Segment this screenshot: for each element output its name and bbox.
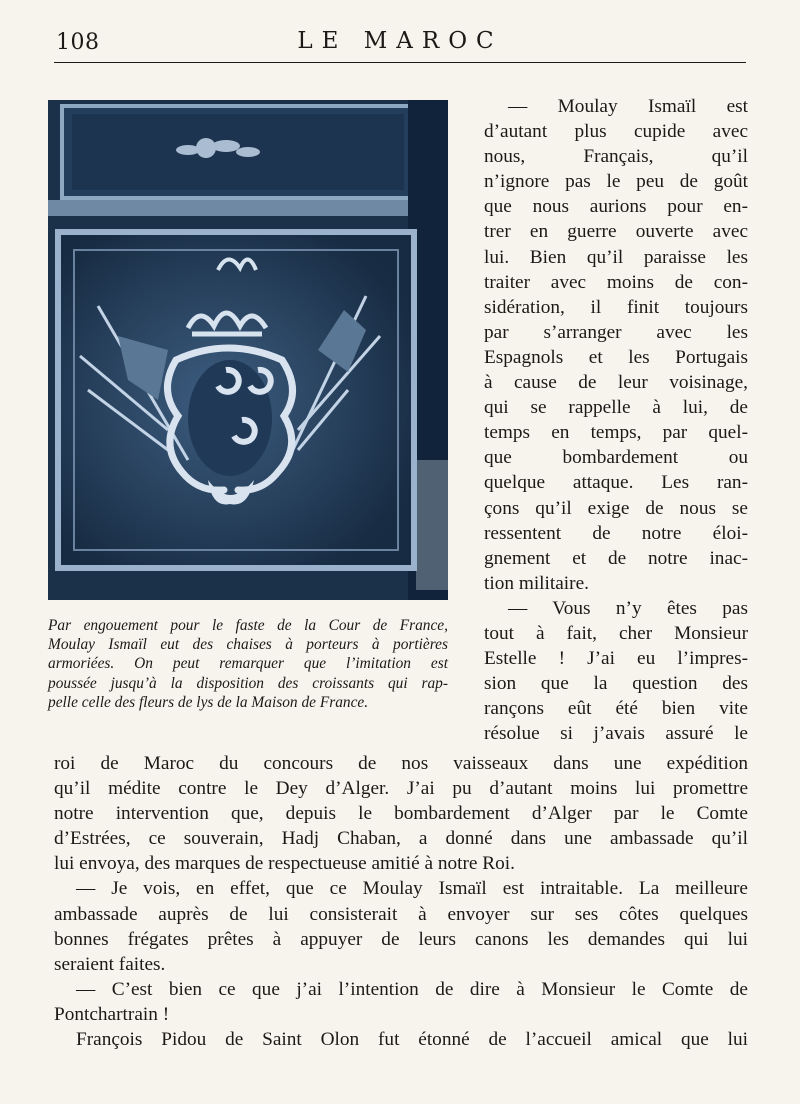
text-line: bonnes frégates prêtes à appuyer de leurs canons les demandes qui lui	[54, 928, 748, 950]
text-line: Pontchartrain !	[54, 1003, 170, 1025]
text-line: nous, Français, qu’il	[484, 146, 748, 168]
text-line: notre intervention que, depuis le bombardement d’Alger par le Comte	[54, 803, 748, 825]
text-line: trer en guerre ouverte avec	[484, 221, 748, 243]
text-line: que nous aurions pour en-	[484, 196, 748, 218]
text-line: Estelle ! J’ai eu l’impres-	[484, 648, 748, 670]
heraldic-door-panel-image	[48, 100, 448, 600]
text-line: qu’il médite contre le Dey d’Alger. J’ai pu d’autant moins lui promettre	[54, 778, 748, 800]
caption-line: Par engouement pour le faste de la Cour de France,	[48, 617, 448, 634]
text-line: par s’arranger avec les	[484, 321, 748, 343]
text-line: — Vous n’y êtes pas	[508, 597, 748, 619]
text-line: François Pidou de Saint Olon fut étonné de l’accueil amical que lui	[76, 1029, 748, 1051]
text-line: ambassade auprès de lui consisterait à envoyer sur ses côtes quelques	[54, 903, 748, 925]
text-line: temps en temps, par quel-	[484, 422, 748, 444]
text-line: lui. Bien qu’il paraisse les	[484, 246, 748, 268]
text-line: tion militaire.	[484, 572, 589, 594]
text-line: seraient faites.	[54, 953, 166, 975]
header-rule	[54, 62, 746, 63]
page-number: 108	[56, 30, 100, 55]
text-line: quelque attaque. Les ran-	[484, 472, 748, 494]
text-line: d’Estrées, ce souverain, Hadj Chaban, a donné dans une ambassade qu’il	[54, 828, 748, 850]
side-column-text	[484, 94, 748, 746]
text-line: — C’est bien ce que j’ai l’intention de dire à Monsieur le Comte de	[76, 978, 748, 1000]
text-line: n’ignore pas le peu de goût	[484, 171, 748, 193]
text-line: roi de Maroc du concours de nos vaisseaux dans une expédition	[54, 753, 748, 774]
full-width-text	[54, 751, 748, 1052]
text-line: résolue si j’avais assuré le	[484, 723, 748, 745]
text-line: çons qu’il exige de nous se	[484, 497, 748, 519]
text-line: rançons eût été bien vite	[484, 698, 748, 720]
text-line: Espagnols et les Portugais	[484, 346, 748, 368]
text-line: sion que la question des	[484, 673, 748, 695]
text-line: tout à fait, cher Monsieur	[484, 622, 748, 644]
caption-line: Moulay Ismaïl eut des chaises à porteurs à portières	[48, 636, 448, 654]
text-line: qui se rappelle à lui, de	[484, 397, 748, 419]
text-line: que bombardement ou	[484, 447, 748, 469]
figure-caption	[48, 616, 448, 712]
text-line: lui envoya, des marques de respectueuse amitié à notre Roi.	[54, 853, 515, 875]
text-line: — Moulay Ismaïl est	[508, 96, 748, 117]
caption-line: armoriées. On peut remarquer que l’imitation est	[48, 655, 448, 673]
text-line: sidération, il finit toujours	[484, 296, 748, 318]
caption-line: pelle celle des fleurs de lys de la Maison de France.	[48, 693, 369, 711]
text-line: — Je vois, en effet, que ce Moulay Ismaïl est intraitable. La meilleure	[76, 878, 748, 900]
text-line: gnement et de notre inac-	[484, 547, 748, 569]
text-line: traiter avec moins de con-	[484, 271, 748, 293]
text-line: d’autant plus cupide avec	[484, 121, 748, 143]
text-line: ressentent de notre éloi-	[484, 522, 748, 544]
caption-line: poussée jusqu’à la disposition des croissants qui rap-	[48, 674, 448, 692]
running-title: LE MAROC	[297, 28, 503, 54]
text-line: à cause de leur voisinage,	[484, 372, 748, 394]
